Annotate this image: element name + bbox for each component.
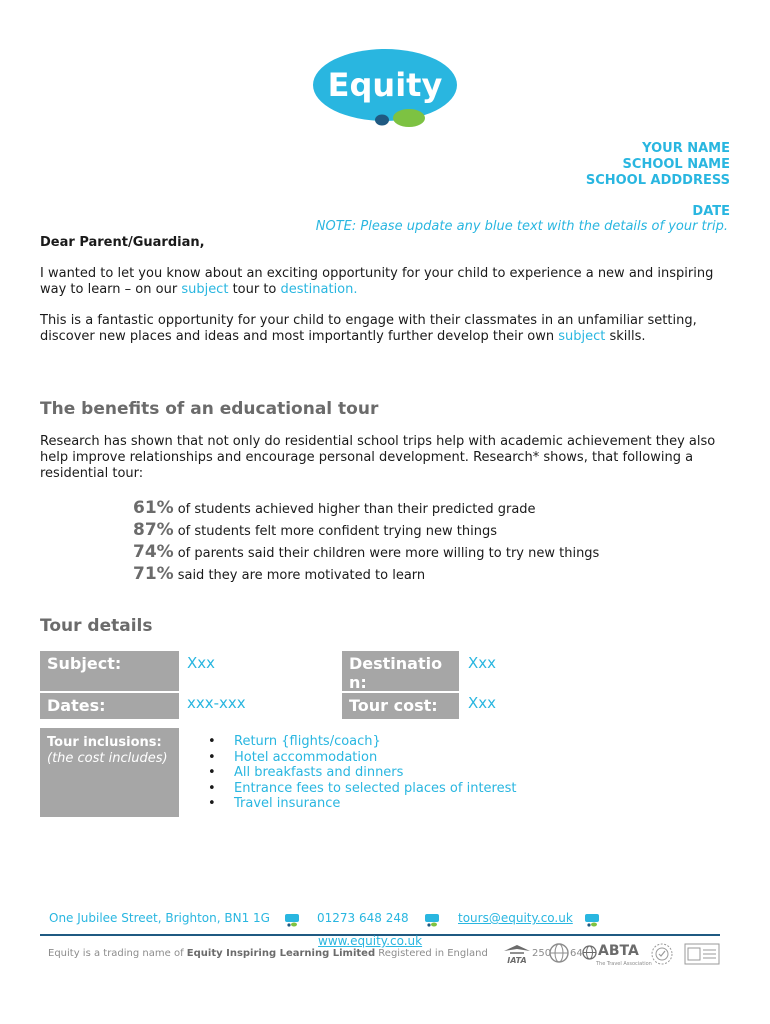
stats-list: [133, 498, 599, 586]
speech-bubble-icon: [584, 913, 600, 927]
abta-globe-icon: [582, 945, 597, 960]
footer-email-link[interactable]: tours@equity.co.uk: [458, 911, 573, 925]
list-item: • Hotel accommodation: [208, 749, 378, 765]
list-item: • Entrance fees to selected places of interest: [208, 780, 517, 796]
subject-value: Xxx: [187, 654, 216, 672]
stat-item: 87% of students felt more confident trying new things: [133, 520, 498, 540]
destination-label: Destination:: [342, 651, 459, 691]
subject-placeholder: subject: [181, 282, 229, 297]
inclusions-list: [208, 734, 516, 812]
list-item: • All breakfasts and dinners: [208, 765, 404, 781]
cost-label: Tour cost:: [342, 693, 459, 719]
stat-item: 74% of parents said their children were more willing to try new things: [133, 542, 600, 562]
stat-item: 71% said they are more motivated to learn: [133, 564, 426, 584]
date: DATE: [692, 204, 730, 219]
logo-text: Equity: [327, 66, 443, 104]
address-block: [586, 141, 730, 220]
destination-value: Xxx: [468, 654, 497, 672]
subject-placeholder: subject: [558, 329, 606, 344]
globe-seal-icon: [548, 942, 570, 964]
list-item: • Return {flights/coach}: [208, 734, 381, 749]
footer-legal: Equity is a trading name of Equity Inspiring Learning Limited Registered in England: [48, 948, 488, 959]
reg-number: 250: [532, 948, 552, 959]
paragraph-2: This is a fantastic opportunity for your child to engage with their classmates in an unfamiliar setting, discover new places and ideas and most importantly further develop their own subject skills.: [40, 313, 697, 344]
abta-subtitle: The Travel Association: [596, 961, 652, 967]
note: NOTE: Please update any blue text with the details of your trip.: [315, 219, 728, 234]
paragraph-1: I wanted to let you know about an exciting opportunity for your child to experience a new and inspiring way to learn – on our subject tour to destination.: [40, 266, 714, 297]
quality-badge-icon: [684, 942, 720, 966]
tour-heading: Tour details: [40, 616, 153, 636]
speech-bubble-icon: [284, 913, 300, 927]
accreditation-seal-icon: [650, 942, 674, 966]
destination-placeholder: destination.: [280, 282, 358, 297]
iata-logo: [502, 941, 532, 965]
equity-logo: [312, 48, 462, 128]
cost-value: Xxx: [468, 694, 497, 712]
your-name: YOUR NAME: [642, 141, 730, 156]
footer-website-link[interactable]: www.equity.co.uk: [318, 934, 423, 948]
inclusions-sub: (the cost includes): [47, 750, 168, 766]
salutation: Dear Parent/Guardian,: [40, 235, 205, 250]
reg-number-tail: 64: [570, 948, 583, 959]
dates-value: xxx-xxx: [187, 694, 246, 712]
benefits-intro: Research has shown that not only do residential school trips help with academic achievement they also help improve relationships and encourage personal development. Research* shows, that following a residential tour:: [40, 434, 716, 481]
svg-text:IATA: IATA: [507, 956, 527, 965]
footer-address: One Jubilee Street, Brighton, BN1 1G: [49, 911, 270, 925]
footer-phone: 01273 648 248: [317, 911, 409, 925]
school-address: SCHOOL ADDDRESS: [585, 173, 730, 188]
inclusions-label: Tour inclusions: (the cost includes): [40, 728, 179, 817]
dates-label: Dates:: [40, 693, 179, 719]
list-item: • Travel insurance: [208, 796, 341, 812]
stat-item: 61% of students achieved higher than their predicted grade: [133, 498, 536, 518]
school-name: SCHOOL NAME: [622, 157, 730, 172]
abta-logo: ABTA: [598, 943, 639, 959]
subject-label: Subject:: [40, 651, 179, 691]
benefits-heading: The benefits of an educational tour: [40, 399, 379, 419]
speech-bubble-icon: [424, 913, 440, 927]
